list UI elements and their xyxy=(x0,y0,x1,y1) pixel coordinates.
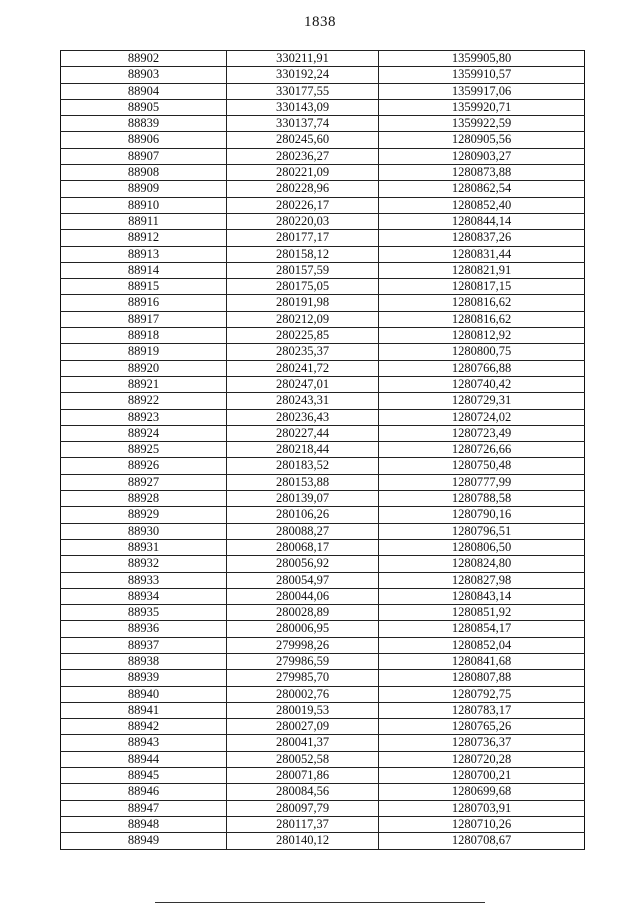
x-coordinate-cell: 280140,12 xyxy=(227,833,379,849)
y-coordinate-cell: 1280806,50 xyxy=(379,539,585,555)
point-number-cell: 88936 xyxy=(61,621,227,637)
point-number-cell: 88940 xyxy=(61,686,227,702)
x-coordinate-cell: 280052,58 xyxy=(227,751,379,767)
y-coordinate-cell: 1280903,27 xyxy=(379,148,585,164)
table-row xyxy=(61,523,585,539)
point-number-cell: 88915 xyxy=(61,279,227,295)
y-coordinate-cell: 1280765,26 xyxy=(379,719,585,735)
table-row xyxy=(61,458,585,474)
x-coordinate-cell: 280044,06 xyxy=(227,588,379,604)
y-coordinate-cell: 1359917,06 xyxy=(379,83,585,99)
point-number-cell: 88906 xyxy=(61,132,227,148)
x-coordinate-cell: 280002,76 xyxy=(227,686,379,702)
x-coordinate-cell: 280158,12 xyxy=(227,246,379,262)
y-coordinate-cell: 1280827,98 xyxy=(379,572,585,588)
point-number-cell: 88933 xyxy=(61,572,227,588)
table-row xyxy=(61,702,585,718)
coordinates-table xyxy=(60,50,585,850)
x-coordinate-cell: 279985,70 xyxy=(227,670,379,686)
point-number-cell: 88920 xyxy=(61,360,227,376)
x-coordinate-cell: 279998,26 xyxy=(227,637,379,653)
table-row xyxy=(61,295,585,311)
table-row xyxy=(61,474,585,490)
table-row xyxy=(61,393,585,409)
table-row xyxy=(61,653,585,669)
point-number-cell: 88947 xyxy=(61,800,227,816)
point-number-cell: 88919 xyxy=(61,344,227,360)
point-number-cell: 88928 xyxy=(61,491,227,507)
table-row xyxy=(61,768,585,784)
point-number-cell: 88945 xyxy=(61,768,227,784)
y-coordinate-cell: 1280824,80 xyxy=(379,556,585,572)
y-coordinate-cell: 1280854,17 xyxy=(379,621,585,637)
y-coordinate-cell: 1280812,92 xyxy=(379,328,585,344)
point-number-cell: 88941 xyxy=(61,702,227,718)
table-row xyxy=(61,637,585,653)
y-coordinate-cell: 1280700,21 xyxy=(379,768,585,784)
point-number-cell: 88925 xyxy=(61,442,227,458)
point-number-cell: 88926 xyxy=(61,458,227,474)
x-coordinate-cell: 280097,79 xyxy=(227,800,379,816)
y-coordinate-cell: 1280736,37 xyxy=(379,735,585,751)
point-number-cell: 88929 xyxy=(61,507,227,523)
point-number-cell: 88905 xyxy=(61,99,227,115)
y-coordinate-cell: 1280852,40 xyxy=(379,197,585,213)
table-row xyxy=(61,686,585,702)
table-row xyxy=(61,409,585,425)
table-row xyxy=(61,670,585,686)
x-coordinate-cell: 280041,37 xyxy=(227,735,379,751)
y-coordinate-cell: 1359910,57 xyxy=(379,67,585,83)
table-row xyxy=(61,181,585,197)
table-row xyxy=(61,719,585,735)
point-number-cell: 88924 xyxy=(61,425,227,441)
y-coordinate-cell: 1280816,62 xyxy=(379,295,585,311)
bottom-divider xyxy=(155,902,485,903)
y-coordinate-cell: 1280750,48 xyxy=(379,458,585,474)
table-row xyxy=(61,148,585,164)
point-number-cell: 88917 xyxy=(61,311,227,327)
x-coordinate-cell: 280236,27 xyxy=(227,148,379,164)
y-coordinate-cell: 1280699,68 xyxy=(379,784,585,800)
y-coordinate-cell: 1280723,49 xyxy=(379,425,585,441)
point-number-cell: 88932 xyxy=(61,556,227,572)
x-coordinate-cell: 280157,59 xyxy=(227,262,379,278)
point-number-cell: 88909 xyxy=(61,181,227,197)
y-coordinate-cell: 1280796,51 xyxy=(379,523,585,539)
table-row xyxy=(61,491,585,507)
point-number-cell: 88949 xyxy=(61,833,227,849)
x-coordinate-cell: 280006,95 xyxy=(227,621,379,637)
x-coordinate-cell: 280227,44 xyxy=(227,425,379,441)
point-number-cell: 88907 xyxy=(61,148,227,164)
point-number-cell: 88923 xyxy=(61,409,227,425)
table-row xyxy=(61,556,585,572)
y-coordinate-cell: 1280843,14 xyxy=(379,588,585,604)
point-number-cell: 88916 xyxy=(61,295,227,311)
point-number-cell: 88946 xyxy=(61,784,227,800)
table-row xyxy=(61,621,585,637)
x-coordinate-cell: 280088,27 xyxy=(227,523,379,539)
table-row xyxy=(61,311,585,327)
x-coordinate-cell: 330211,91 xyxy=(227,51,379,67)
point-number-cell: 88902 xyxy=(61,51,227,67)
x-coordinate-cell: 280153,88 xyxy=(227,474,379,490)
x-coordinate-cell: 280027,09 xyxy=(227,719,379,735)
y-coordinate-cell: 1280792,75 xyxy=(379,686,585,702)
point-number-cell: 88948 xyxy=(61,816,227,832)
x-coordinate-cell: 280177,17 xyxy=(227,230,379,246)
y-coordinate-cell: 1280783,17 xyxy=(379,702,585,718)
x-coordinate-cell: 280106,26 xyxy=(227,507,379,523)
point-number-cell: 88908 xyxy=(61,165,227,181)
x-coordinate-cell: 280183,52 xyxy=(227,458,379,474)
y-coordinate-cell: 1280844,14 xyxy=(379,213,585,229)
y-coordinate-cell: 1280729,31 xyxy=(379,393,585,409)
y-coordinate-cell: 1359920,71 xyxy=(379,99,585,115)
table-row xyxy=(61,816,585,832)
point-number-cell: 88943 xyxy=(61,735,227,751)
y-coordinate-cell: 1280821,91 xyxy=(379,262,585,278)
x-coordinate-cell: 330143,09 xyxy=(227,99,379,115)
point-number-cell: 88913 xyxy=(61,246,227,262)
x-coordinate-cell: 280028,89 xyxy=(227,605,379,621)
table-row xyxy=(61,442,585,458)
x-coordinate-cell: 280236,43 xyxy=(227,409,379,425)
table-row xyxy=(61,165,585,181)
table-row xyxy=(61,360,585,376)
x-coordinate-cell: 330192,24 xyxy=(227,67,379,83)
table-row xyxy=(61,230,585,246)
table-row xyxy=(61,99,585,115)
point-number-cell: 88938 xyxy=(61,653,227,669)
y-coordinate-cell: 1280851,92 xyxy=(379,605,585,621)
table-row xyxy=(61,328,585,344)
table-row xyxy=(61,213,585,229)
table-row xyxy=(61,67,585,83)
y-coordinate-cell: 1280710,26 xyxy=(379,816,585,832)
table-row xyxy=(61,539,585,555)
table-row xyxy=(61,132,585,148)
point-number-cell: 88914 xyxy=(61,262,227,278)
point-number-cell: 88904 xyxy=(61,83,227,99)
y-coordinate-cell: 1280790,16 xyxy=(379,507,585,523)
x-coordinate-cell: 280247,01 xyxy=(227,376,379,392)
y-coordinate-cell: 1280905,56 xyxy=(379,132,585,148)
y-coordinate-cell: 1280816,62 xyxy=(379,311,585,327)
y-coordinate-cell: 1280766,88 xyxy=(379,360,585,376)
table-row xyxy=(61,83,585,99)
y-coordinate-cell: 1359922,59 xyxy=(379,116,585,132)
y-coordinate-cell: 1280724,02 xyxy=(379,409,585,425)
x-coordinate-cell: 280218,44 xyxy=(227,442,379,458)
x-coordinate-cell: 280235,37 xyxy=(227,344,379,360)
y-coordinate-cell: 1280807,88 xyxy=(379,670,585,686)
x-coordinate-cell: 280241,72 xyxy=(227,360,379,376)
point-number-cell: 88910 xyxy=(61,197,227,213)
table-row xyxy=(61,735,585,751)
x-coordinate-cell: 280212,09 xyxy=(227,311,379,327)
point-number-cell: 88921 xyxy=(61,376,227,392)
y-coordinate-cell: 1280777,99 xyxy=(379,474,585,490)
point-number-cell: 88942 xyxy=(61,719,227,735)
x-coordinate-cell: 280221,09 xyxy=(227,165,379,181)
x-coordinate-cell: 280068,17 xyxy=(227,539,379,555)
point-number-cell: 88939 xyxy=(61,670,227,686)
x-coordinate-cell: 280019,53 xyxy=(227,702,379,718)
table-row xyxy=(61,784,585,800)
table-row xyxy=(61,51,585,67)
table-row xyxy=(61,262,585,278)
table-row xyxy=(61,800,585,816)
table-row xyxy=(61,425,585,441)
point-number-cell: 88930 xyxy=(61,523,227,539)
x-coordinate-cell: 280175,05 xyxy=(227,279,379,295)
point-number-cell: 88944 xyxy=(61,751,227,767)
x-coordinate-cell: 280225,85 xyxy=(227,328,379,344)
table-row xyxy=(61,116,585,132)
x-coordinate-cell: 280226,17 xyxy=(227,197,379,213)
point-number-cell: 88912 xyxy=(61,230,227,246)
point-number-cell: 88903 xyxy=(61,67,227,83)
table-row xyxy=(61,197,585,213)
x-coordinate-cell: 330177,55 xyxy=(227,83,379,99)
point-number-cell: 88931 xyxy=(61,539,227,555)
y-coordinate-cell: 1280862,54 xyxy=(379,181,585,197)
table-row xyxy=(61,507,585,523)
table-row xyxy=(61,376,585,392)
x-coordinate-cell: 280054,97 xyxy=(227,572,379,588)
y-coordinate-cell: 1280740,42 xyxy=(379,376,585,392)
table-row xyxy=(61,751,585,767)
x-coordinate-cell: 280056,92 xyxy=(227,556,379,572)
y-coordinate-cell: 1280831,44 xyxy=(379,246,585,262)
table-row xyxy=(61,246,585,262)
point-number-cell: 88911 xyxy=(61,213,227,229)
table-row xyxy=(61,588,585,604)
y-coordinate-cell: 1280726,66 xyxy=(379,442,585,458)
y-coordinate-cell: 1280800,75 xyxy=(379,344,585,360)
y-coordinate-cell: 1280841,68 xyxy=(379,653,585,669)
point-number-cell: 88937 xyxy=(61,637,227,653)
point-number-cell: 88918 xyxy=(61,328,227,344)
table-row xyxy=(61,344,585,360)
table-row xyxy=(61,572,585,588)
point-number-cell: 88934 xyxy=(61,588,227,604)
y-coordinate-cell: 1280837,26 xyxy=(379,230,585,246)
y-coordinate-cell: 1359905,80 xyxy=(379,51,585,67)
x-coordinate-cell: 280228,96 xyxy=(227,181,379,197)
x-coordinate-cell: 330137,74 xyxy=(227,116,379,132)
point-number-cell: 88922 xyxy=(61,393,227,409)
x-coordinate-cell: 280071,86 xyxy=(227,768,379,784)
x-coordinate-cell: 280139,07 xyxy=(227,491,379,507)
x-coordinate-cell: 279986,59 xyxy=(227,653,379,669)
table-row xyxy=(61,279,585,295)
table-row xyxy=(61,833,585,849)
x-coordinate-cell: 280117,37 xyxy=(227,816,379,832)
y-coordinate-cell: 1280703,91 xyxy=(379,800,585,816)
y-coordinate-cell: 1280720,28 xyxy=(379,751,585,767)
point-number-cell: 88935 xyxy=(61,605,227,621)
x-coordinate-cell: 280220,03 xyxy=(227,213,379,229)
point-number-cell: 88927 xyxy=(61,474,227,490)
page-number: 1838 xyxy=(304,14,336,30)
y-coordinate-cell: 1280873,88 xyxy=(379,165,585,181)
y-coordinate-cell: 1280817,15 xyxy=(379,279,585,295)
y-coordinate-cell: 1280788,58 xyxy=(379,491,585,507)
point-number-cell: 88839 xyxy=(61,116,227,132)
coordinates-table-body xyxy=(61,51,585,850)
y-coordinate-cell: 1280708,67 xyxy=(379,833,585,849)
table-row xyxy=(61,605,585,621)
x-coordinate-cell: 280191,98 xyxy=(227,295,379,311)
x-coordinate-cell: 280245,60 xyxy=(227,132,379,148)
x-coordinate-cell: 280084,56 xyxy=(227,784,379,800)
y-coordinate-cell: 1280852,04 xyxy=(379,637,585,653)
x-coordinate-cell: 280243,31 xyxy=(227,393,379,409)
